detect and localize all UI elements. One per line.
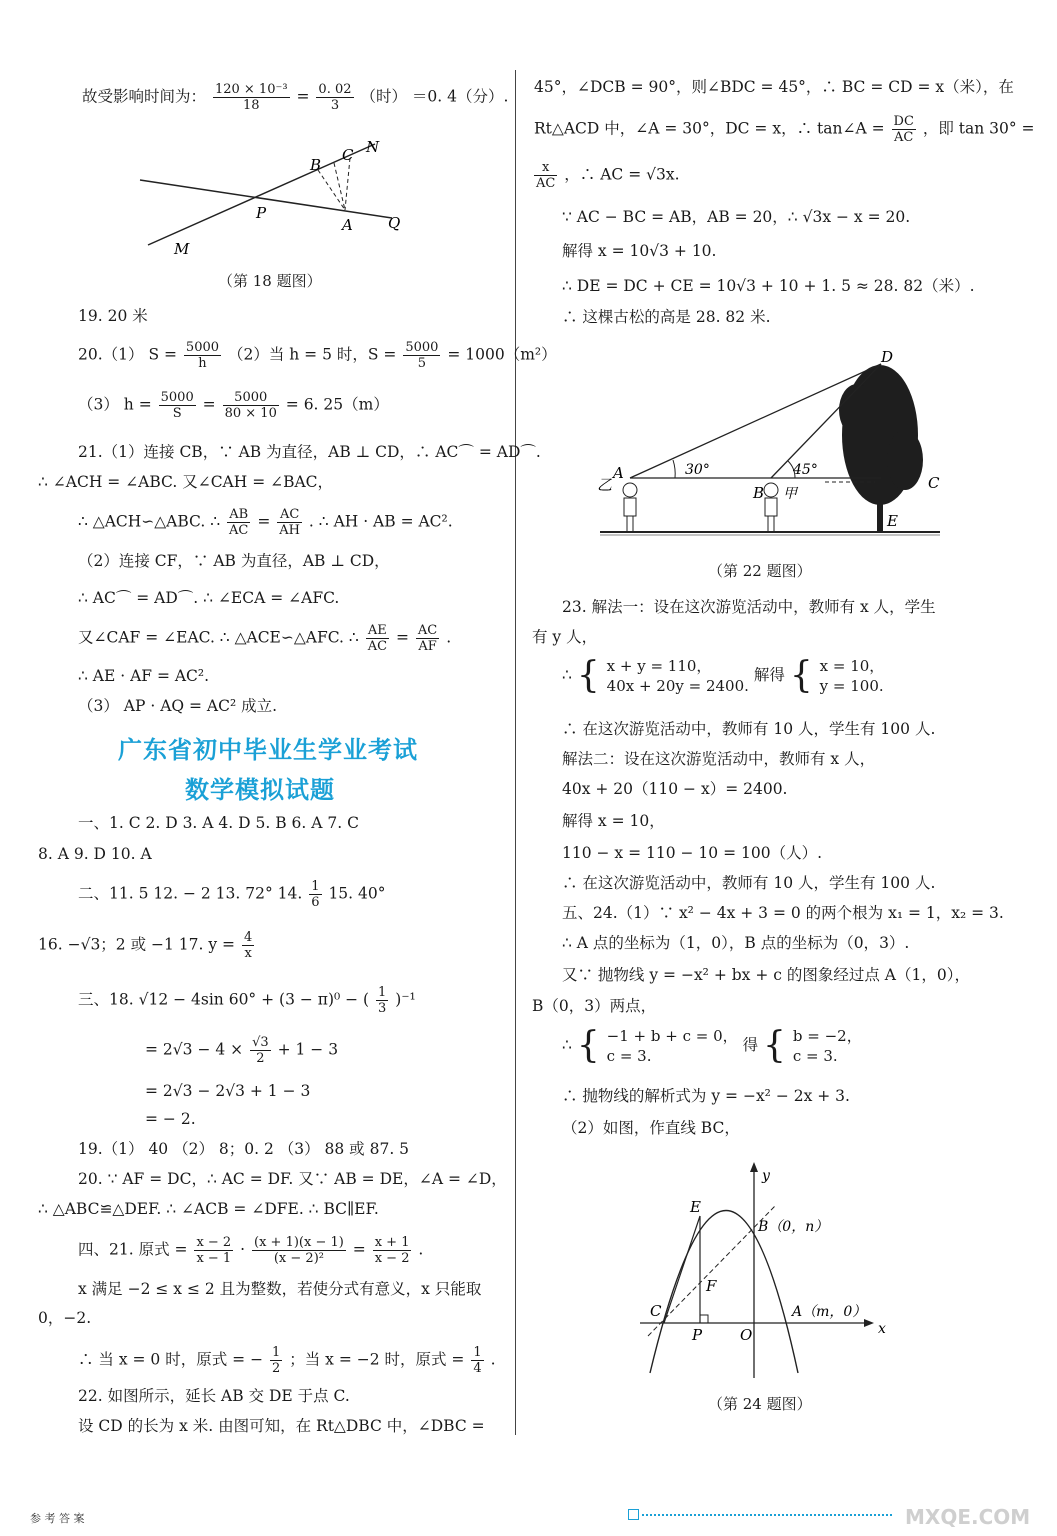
text: . bbox=[490, 1350, 496, 1369]
tree-trunk bbox=[877, 490, 883, 532]
numerator: x bbox=[534, 160, 557, 176]
text: （3） h = bbox=[78, 395, 152, 414]
answers-section-1-b: 8. A 9. D 10. A bbox=[38, 845, 152, 863]
label-jia: 甲 bbox=[783, 486, 797, 502]
answer-23-d: 解法二：设在这次游览活动中，教师有 x 人， bbox=[562, 750, 876, 768]
fraction bbox=[471, 1345, 483, 1376]
answer-18-step1 bbox=[145, 1035, 338, 1066]
fraction bbox=[309, 879, 321, 910]
footer-square-icon bbox=[628, 1509, 639, 1520]
answer-20-a bbox=[78, 340, 557, 371]
fraction bbox=[252, 1235, 346, 1266]
equation: 40x + 20y = 2400. bbox=[606, 677, 749, 695]
answer-22-g: 解得 x = 10√3 + 10. bbox=[562, 242, 717, 260]
text: 三、18. √12 − 4sin 60° + (3 − π)⁰ − ( bbox=[78, 990, 370, 1009]
text: + 1 − 3 bbox=[277, 1040, 339, 1059]
caption-fig22: （第 22 题图） bbox=[708, 562, 812, 580]
answers-section-2-a bbox=[78, 879, 386, 910]
equation-system bbox=[820, 656, 885, 696]
answer-22-e bbox=[532, 160, 680, 191]
fraction bbox=[159, 390, 196, 421]
answer-21-c bbox=[78, 507, 453, 538]
answer-23-b: 有 y 人， bbox=[532, 628, 598, 646]
answer-24-e: ∴ 抛物线的解析式为 y = −x² − 2x + 3. bbox=[562, 1087, 850, 1105]
label-angle-45: 45° bbox=[793, 462, 818, 478]
answer-21-result bbox=[78, 1345, 496, 1376]
tree-crown bbox=[887, 430, 923, 490]
text: ；当 x = −2 时，原式 = bbox=[289, 1350, 465, 1369]
fraction bbox=[366, 623, 389, 654]
answer-22-f: ∵ AC − BC = AB，AB = 20，∴ √3x − x = 20. bbox=[562, 208, 911, 226]
person-yi-head bbox=[623, 483, 637, 497]
denominator: AH bbox=[279, 523, 300, 538]
section-title-1: 广东省初中毕业生学业考试 bbox=[118, 736, 418, 764]
denominator: 18 bbox=[242, 98, 260, 113]
answer-20-c: 20. ∵ AF = DC，∴ AC = DF. 又∵ AB = DE，∠A = ∠D， bbox=[78, 1170, 507, 1188]
denominator: 3 bbox=[330, 98, 340, 113]
equation-system bbox=[607, 656, 749, 696]
y-axis-arrow bbox=[750, 1162, 758, 1172]
label-a: A bbox=[342, 216, 353, 234]
label-c: C bbox=[342, 146, 354, 164]
answer-18-step2: = 2√3 − 2√3 + 1 − 3 bbox=[145, 1082, 311, 1100]
denominator: x − 2 bbox=[374, 1251, 410, 1266]
fraction bbox=[892, 114, 916, 145]
text: . bbox=[446, 628, 452, 647]
footer-label: 参 考 答 案 bbox=[30, 1512, 85, 1525]
equation: y = 100. bbox=[819, 677, 884, 695]
denominator: AC bbox=[894, 130, 914, 145]
fraction bbox=[376, 985, 388, 1016]
label-o: O bbox=[740, 1326, 753, 1344]
segment-ce bbox=[664, 1216, 700, 1323]
brace: { bbox=[789, 655, 813, 696]
answer-21-expr bbox=[78, 1235, 423, 1266]
answer-24-b: ∴ A 点的坐标为（1，0），B 点的坐标为（0，3）. bbox=[562, 934, 910, 952]
fraction bbox=[534, 160, 557, 191]
numerator: x + 1 bbox=[374, 1235, 410, 1250]
label-b: B bbox=[310, 156, 322, 174]
right-angle-mark bbox=[700, 1315, 708, 1323]
denominator: AC bbox=[367, 639, 388, 654]
numerator: √3 bbox=[252, 1035, 269, 1050]
fraction bbox=[194, 1235, 233, 1266]
denominator: 2 bbox=[272, 1361, 281, 1376]
text: = bbox=[395, 628, 409, 647]
answer-22-h: ∴ DE = DC + CE = 10√3 + 10 + 1. 5 ≈ 28. 82（米）. bbox=[562, 277, 975, 295]
dash-perp bbox=[345, 158, 350, 210]
label-m: M bbox=[174, 240, 190, 258]
text: = 6. 25（m） bbox=[285, 395, 389, 414]
text: ∴ bbox=[562, 666, 572, 684]
text: 解得 bbox=[753, 666, 785, 684]
fraction bbox=[270, 1345, 282, 1376]
denominator: AC bbox=[229, 523, 249, 538]
fraction bbox=[223, 390, 279, 421]
brace: { bbox=[763, 1025, 786, 1066]
answers-section-2-b bbox=[38, 930, 256, 961]
answer-23-system bbox=[562, 656, 884, 696]
figure-18 bbox=[130, 130, 420, 260]
label-f: F bbox=[706, 1277, 717, 1295]
answer-23-a: 23. 解法一：设在这次游览活动中，教师有 x 人，学生 bbox=[562, 598, 936, 616]
text: 20.（1） S = bbox=[78, 345, 177, 364]
answer-20-b bbox=[78, 390, 389, 421]
denominator: 6 bbox=[311, 895, 320, 910]
answer-23-c: ∴ 在这次游览活动中，教师有 10 人，学生有 100 人. bbox=[562, 720, 936, 738]
text: 故受影响时间为： bbox=[82, 87, 207, 106]
answer-23-e: 40x + 20（110 − x）= 2400. bbox=[562, 780, 788, 798]
equation: x + y = 110， bbox=[606, 657, 712, 675]
denominator: x bbox=[244, 946, 252, 961]
answer-20-d: ∴ △ABC≌△DEF. ∴ ∠ACB = ∠DFE. ∴ BC∥EF. bbox=[38, 1200, 379, 1218]
denominator: 80 × 10 bbox=[224, 406, 277, 421]
label-b: B（0，n） bbox=[758, 1219, 829, 1235]
person-jia-head bbox=[764, 483, 778, 497]
fraction bbox=[184, 340, 221, 371]
label-a: A bbox=[613, 464, 624, 482]
label-b: B bbox=[753, 484, 765, 502]
denominator: S bbox=[172, 406, 182, 421]
section-title-2: 数学模拟试题 bbox=[185, 776, 335, 804]
text: = bbox=[202, 395, 216, 414]
fraction bbox=[213, 82, 290, 113]
text: Rt△ACD 中，∠A = 30°，DC = x，∴ tan∠A = bbox=[534, 119, 885, 138]
label-d: D bbox=[881, 348, 894, 366]
fraction bbox=[403, 340, 440, 371]
text: （时） ＝0. 4（分）. bbox=[360, 87, 509, 106]
text: )⁻¹ bbox=[395, 990, 416, 1009]
text: = bbox=[352, 1240, 366, 1259]
watermark-logo: MXQE.COM bbox=[905, 1505, 1031, 1529]
numerator: DC bbox=[893, 114, 914, 129]
dash-ca bbox=[334, 163, 345, 210]
label-y: y bbox=[762, 1168, 770, 1184]
text: ∴ bbox=[562, 1036, 572, 1054]
answer-23-f: 解得 x = 10， bbox=[562, 812, 665, 830]
label-p: P bbox=[256, 204, 267, 222]
text: 得 bbox=[742, 1036, 759, 1054]
brace: { bbox=[576, 1025, 600, 1066]
label-p: P bbox=[692, 1326, 703, 1344]
numerator: 1 bbox=[272, 1345, 281, 1360]
answer-21-f bbox=[78, 623, 451, 654]
answer-19: 19. 20 米 bbox=[78, 307, 148, 325]
text: 15. 40° bbox=[328, 884, 386, 903]
answer-18-expr bbox=[78, 985, 416, 1016]
answer-23-h: ∴ 在这次游览活动中，教师有 10 人，学生有 100 人. bbox=[562, 874, 936, 892]
equation: c = 3. bbox=[792, 1047, 838, 1065]
denominator: 2 bbox=[256, 1051, 265, 1066]
answer-21-cond: x 满足 −2 ≤ x ≤ 2 且为整数，若使分式有意义，x 只能取 bbox=[78, 1280, 482, 1298]
column-divider bbox=[515, 70, 516, 1435]
answer-18-step3: = − 2. bbox=[145, 1110, 196, 1128]
denominator: 4 bbox=[473, 1361, 482, 1376]
answer-21-e: ∴ AC⌒ = AD⌒. ∴ ∠ECA = ∠AFC. bbox=[78, 589, 340, 607]
answer-24-system bbox=[562, 1026, 862, 1066]
brace: { bbox=[576, 655, 600, 696]
denominator: 5 bbox=[417, 356, 427, 371]
label-x: x bbox=[878, 1321, 886, 1337]
numerator: 5000 bbox=[223, 390, 279, 406]
label-angle-30: 30° bbox=[685, 462, 710, 478]
answer-22-b: 设 CD 的长为 x 米. 由图可知，在 Rt△DBC 中，∠DBC = bbox=[78, 1417, 485, 1435]
numerator: x − 2 bbox=[196, 1235, 232, 1250]
denominator: (x − 2)² bbox=[273, 1251, 324, 1266]
numerator: AC bbox=[277, 507, 302, 523]
text: ∴ △ACH∽△ABC. ∴ bbox=[78, 512, 221, 531]
answer-22-d bbox=[534, 114, 1035, 145]
fraction bbox=[242, 930, 254, 961]
numerator: AE bbox=[366, 623, 389, 639]
x-axis-arrow bbox=[864, 1319, 874, 1327]
numerator: (x + 1)(x − 1) bbox=[254, 1235, 344, 1250]
denominator: AF bbox=[418, 639, 437, 654]
person-jia-body bbox=[765, 498, 777, 516]
text: 四、21. 原式 = bbox=[78, 1240, 188, 1259]
text: ∴ 当 x = 0 时，原式 = − bbox=[78, 1350, 264, 1369]
text: 二、11. 5 12. − 2 13. 72° 14. bbox=[78, 884, 303, 903]
answer-22-c: 45°，∠DCB = 90°，则∠BDC = 45°，∴ BC = CD = x（米），在 bbox=[534, 78, 1014, 96]
text: （2）当 h = 5 时，S = bbox=[227, 345, 397, 364]
denominator: x − 1 bbox=[196, 1251, 232, 1266]
label-e: E bbox=[690, 1198, 701, 1216]
equation-system bbox=[607, 1026, 738, 1066]
label-yi: 乙 bbox=[597, 476, 613, 494]
fraction bbox=[373, 1235, 412, 1266]
answers-section-1-a: 一、1. C 2. D 3. A 4. D 5. B 6. A 7. C bbox=[78, 814, 359, 832]
numerator: 1 bbox=[311, 879, 320, 894]
fraction bbox=[316, 82, 353, 113]
answer-22-a: 22. 如图所示，延长 AB 交 DE 于点 C. bbox=[78, 1387, 350, 1405]
answer-21-d: （2）连接 CF，∵ AB 为直径，AB ⊥ CD， bbox=[78, 552, 390, 570]
numerator: 0. 02 bbox=[318, 82, 352, 97]
denominator: AC bbox=[536, 176, 556, 191]
text: = bbox=[257, 512, 271, 531]
answer-24-f: （2）如图，作直线 BC， bbox=[562, 1119, 740, 1137]
equation: −1 + b + c = 0， bbox=[606, 1027, 738, 1045]
equation-system bbox=[793, 1026, 862, 1066]
answer-24-a: 五、24.（1）∵ x² − 4x + 3 = 0 的两个根为 x₁ = 1，x₂ = 3. bbox=[562, 904, 1004, 922]
answer-19-b: 19.（1） 40 （2） 8；0. 2 （3） 88 或 87. 5 bbox=[78, 1140, 410, 1158]
denominator: h bbox=[198, 356, 207, 371]
figure-24 bbox=[630, 1158, 900, 1388]
answer-24-c: 又∵ 抛物线 y = −x² + bx + c 的图象经过点 A（1，0）， bbox=[562, 966, 970, 984]
text: . ∴ AH · AB = AC². bbox=[308, 512, 453, 531]
answer-21-a: 21.（1）连接 CB，∵ AB 为直径，AB ⊥ CD，∴ AC⌒ = AD⌒. bbox=[78, 443, 541, 461]
text: = bbox=[296, 87, 310, 106]
answer-21-g: ∴ AE · AF = AC². bbox=[78, 667, 210, 685]
dash-ba bbox=[318, 170, 345, 210]
numerator: AB bbox=[227, 507, 250, 523]
answer-22-i: ∴ 这棵古松的高是 28. 82 米. bbox=[562, 308, 771, 326]
text: ，即 tan 30° = bbox=[922, 119, 1035, 138]
line-18-time bbox=[82, 82, 508, 113]
text: = 2√3 − 4 × bbox=[145, 1040, 244, 1059]
label-c: C bbox=[928, 474, 940, 492]
equation: b = −2， bbox=[792, 1027, 862, 1045]
label-a: A（m，0） bbox=[792, 1304, 867, 1320]
line-mn bbox=[148, 144, 375, 245]
tree-crown bbox=[839, 384, 875, 436]
numerator: AC bbox=[417, 623, 438, 638]
answer-24-d: B（0，3）两点， bbox=[532, 997, 657, 1015]
answer-21-vals: 0，−2. bbox=[38, 1309, 92, 1327]
footer-dotted-rule bbox=[642, 1514, 892, 1516]
denominator: 3 bbox=[378, 1001, 387, 1016]
numerator: 1 bbox=[473, 1345, 482, 1360]
person-yi-body bbox=[624, 498, 636, 516]
label-q: Q bbox=[388, 214, 401, 232]
fraction bbox=[277, 507, 302, 538]
caption-fig24: （第 24 题图） bbox=[708, 1395, 812, 1413]
fraction bbox=[250, 1035, 271, 1066]
text: 16. −√3；2 或 −1 17. y = bbox=[38, 935, 236, 954]
fraction bbox=[416, 623, 439, 654]
equation: x = 10， bbox=[819, 657, 885, 675]
text: 又∠CAF = ∠EAC. ∴ △ACE∽△AFC. ∴ bbox=[78, 628, 359, 647]
text: = 1000（m²） bbox=[447, 345, 557, 364]
arc-30 bbox=[673, 460, 675, 478]
numerator: 120 × 10⁻³ bbox=[214, 82, 288, 97]
label-c: C bbox=[650, 1302, 662, 1320]
line-bc bbox=[648, 1206, 775, 1336]
answer-23-g: 110 − x = 110 − 10 = 100（人）. bbox=[562, 844, 823, 862]
numerator: 4 bbox=[243, 930, 253, 945]
label-n: N bbox=[366, 138, 380, 156]
answer-21-b: ∴ ∠ACH = ∠ABC. 又∠CAH = ∠BAC， bbox=[38, 473, 334, 491]
caption-fig18: （第 18 题图） bbox=[218, 272, 322, 290]
numerator: 5000 bbox=[405, 340, 439, 355]
label-e: E bbox=[887, 512, 898, 530]
numerator: 5000 bbox=[160, 390, 194, 405]
numerator: 1 bbox=[378, 985, 387, 1000]
fraction bbox=[227, 507, 250, 538]
equation: c = 3. bbox=[606, 1047, 652, 1065]
numerator: 5000 bbox=[185, 340, 220, 355]
figure-22 bbox=[595, 340, 945, 545]
text: . bbox=[418, 1240, 424, 1259]
text: ，∴ AC = √3x. bbox=[564, 165, 680, 184]
answer-21-h: （3） AP · AQ = AC² 成立. bbox=[78, 697, 278, 715]
text: · bbox=[240, 1240, 246, 1259]
